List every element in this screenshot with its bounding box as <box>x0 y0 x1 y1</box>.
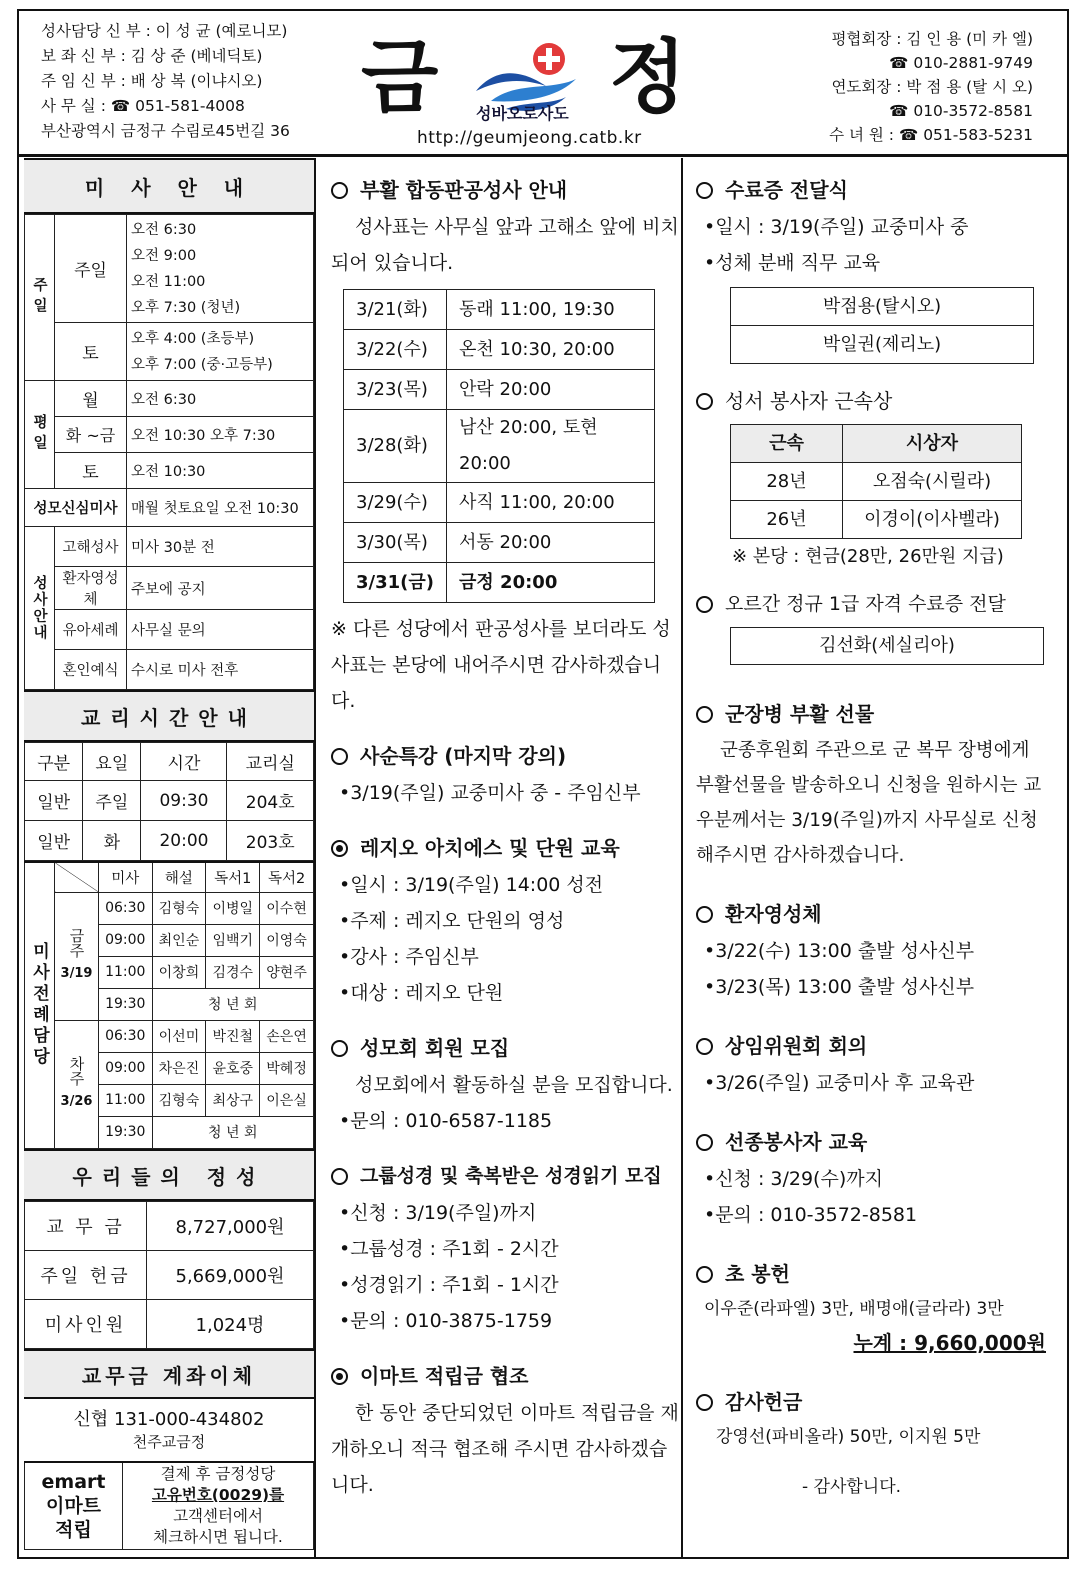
duty-person: 차은진 <box>152 1052 206 1084</box>
mass-time: 오전 6:30 <box>131 221 197 238</box>
schedule-date: 3/22(수) <box>344 330 447 370</box>
special-mass-label: 성모신심미사 <box>25 489 127 527</box>
catechism-header: 요일 <box>83 743 141 781</box>
bullet-circle-icon <box>696 393 713 410</box>
notice-desc: 한 동안 중단되었던 이마트 적립금을 재개하오니 적극 협조해 주시면 감사하겠습니다. <box>331 1402 679 1496</box>
duty-header: 해설 <box>152 862 206 892</box>
notice-title <box>696 895 1046 933</box>
catechism-cell: 09:30 <box>141 781 227 821</box>
notice-line: •주제 : 레지오 단원의 영성 <box>339 910 565 932</box>
duty-person: 박진철 <box>206 1020 260 1052</box>
notice-line: •성체 분배 직무 교육 <box>704 252 881 274</box>
notice-title <box>696 171 1046 209</box>
notice-line: •문의 : 010-6587-1185 <box>339 1110 553 1132</box>
sacrament-name: 환자영성체 <box>55 567 127 610</box>
account-title: 교무금 계좌이체 <box>24 1349 314 1399</box>
contact-line: 평협회장 : 김 인 용 (미 카 엘) <box>831 30 1033 48</box>
week-label: 금주 <box>67 928 86 958</box>
notice-title <box>696 695 1046 733</box>
account-number: 신협 131-000-434802 <box>73 1408 265 1430</box>
schedule-place: 온천 10:30, 20:00 <box>447 330 655 370</box>
week-date: 3/26 <box>60 1094 93 1109</box>
logo-text: 성바오로사도 <box>476 104 569 123</box>
duty-person: 임백기 <box>206 924 260 956</box>
contact-phone: ☎ 010-2881-9749 <box>889 54 1033 72</box>
candle-total: 누계 : 9,660,000원 <box>853 1331 1046 1355</box>
schedule-place: 동래 11:00, 19:30 <box>447 290 655 330</box>
duty-person: 이은실 <box>260 1084 314 1116</box>
duty-person: 박혜정 <box>260 1052 314 1084</box>
bulletin-page <box>17 9 1069 1559</box>
notice-title <box>696 382 1046 420</box>
mass-times <box>127 323 314 381</box>
duty-group: 청 년 회 <box>152 1116 313 1148</box>
notice-title-text: 환자영성체 <box>725 902 822 926</box>
bullet-filled-circle-icon <box>331 1368 348 1385</box>
mass-day: 토 <box>55 453 127 489</box>
notice-title <box>696 585 1046 623</box>
duty-time: 11:00 <box>99 956 153 988</box>
clergy-line: 보 좌 신 부 : 김 상 준 (베네딕토) <box>41 47 263 65</box>
sunday-label: 주일 <box>25 215 55 381</box>
cert-name: 박점용(탈시오) <box>731 288 1033 326</box>
sacrament-name: 혼인예식 <box>55 650 127 690</box>
contact-phone: ☎ 010-3572-8581 <box>889 102 1033 120</box>
cert-name: 박일권(제리노) <box>822 334 942 355</box>
mass-duty-table <box>24 861 314 1149</box>
award-years: 28년 <box>731 463 843 501</box>
bullet-circle-icon <box>696 182 713 199</box>
duty-person: 김형숙 <box>152 892 206 924</box>
bullet-circle-icon <box>696 1134 713 1151</box>
duty-person: 이병일 <box>206 892 260 924</box>
organ-name: 김선화(세실리아) <box>730 627 1044 665</box>
notice-title <box>696 1123 1046 1161</box>
emart-instructions <box>123 1462 314 1550</box>
duty-person: 김경수 <box>206 956 260 988</box>
notice-title <box>331 1157 679 1195</box>
notice-line: •일시 : 3/19(주일) 교중미사 중 <box>704 216 969 238</box>
duty-person: 윤호중 <box>206 1052 260 1084</box>
catechism-cell: 일반 <box>25 821 83 861</box>
notice-title-text: 성모회 회원 모집 <box>360 1036 510 1060</box>
notice-title-text: 초 봉헌 <box>725 1262 790 1286</box>
emart-table <box>24 1461 314 1551</box>
schedule-place: 사직 11:00, 20:00 <box>447 483 655 523</box>
notice-title <box>696 1255 1046 1293</box>
catechism-cell: 일반 <box>25 781 83 821</box>
notice-line: •대상 : 레지오 단원 <box>339 982 504 1004</box>
sacrament-name: 고해성사 <box>55 527 127 567</box>
mass-times <box>127 215 314 323</box>
duty-person: 김형숙 <box>152 1084 206 1116</box>
sacrament-value: 미사 30분 전 <box>127 527 314 567</box>
bullet-circle-icon <box>331 1168 348 1185</box>
account-holder: 천주교금정 <box>132 1432 206 1451</box>
mass-guide-title: 미 사 안 내 <box>24 158 314 214</box>
emart-label-line: 이마트 <box>45 1494 102 1517</box>
middle-column <box>331 171 679 1503</box>
mass-guide-table <box>24 214 314 690</box>
notice-title-text: 수료증 전달식 <box>725 178 848 202</box>
offering-value: 5,669,000원 <box>147 1250 314 1299</box>
offering-value: 1,024명 <box>147 1299 314 1348</box>
mass-day: 토 <box>55 323 127 381</box>
schedule-place: 안락 20:00 <box>447 370 655 410</box>
duty-person: 손은연 <box>260 1020 314 1052</box>
catechism-cell: 화 <box>83 821 141 861</box>
duty-time: 19:30 <box>99 1116 153 1148</box>
emart-line: 체크하시면 됩니다. <box>153 1527 283 1546</box>
bullet-circle-icon <box>696 1394 713 1411</box>
duty-person: 최인순 <box>152 924 206 956</box>
notice-line: •신청 : 3/19(주일)까지 <box>339 1202 537 1224</box>
notice-line: •문의 : 010-3572-8581 <box>704 1204 918 1226</box>
mass-duty-label: 미사전례담당 <box>25 862 55 1148</box>
notice-title-text: 사순특강 (마지막 강의) <box>360 744 567 768</box>
bullet-circle-icon <box>331 182 348 199</box>
duty-time: 06:30 <box>99 1020 153 1052</box>
emart-line: 고유번호(0029)를 <box>151 1485 285 1504</box>
contact-line: 연도회장 : 박 점 용 (탈 시 오) <box>831 78 1033 96</box>
bullet-circle-icon <box>696 906 713 923</box>
week-cell <box>55 892 99 1020</box>
week-date: 3/19 <box>60 966 93 981</box>
notice-line: •강사 : 주임신부 <box>339 946 479 968</box>
notice-title <box>331 171 679 209</box>
schedule-date: 3/30(목) <box>344 523 447 563</box>
duty-person: 이영숙 <box>260 924 314 956</box>
duty-header: 독서1 <box>206 862 260 892</box>
notice-title <box>331 1029 679 1067</box>
mass-time: 오전 9:00 <box>131 247 197 264</box>
notice-line: •일시 : 3/19(주일) 14:00 성전 <box>339 874 604 896</box>
award-years: 26년 <box>731 501 843 539</box>
emart-label-line: emart <box>41 1470 106 1493</box>
duty-person: 이창희 <box>152 956 206 988</box>
office-phone: 사 무 실 : ☎ 051-581-4008 <box>41 97 245 115</box>
offering-label: 주일 헌금 <box>25 1250 147 1299</box>
duty-group: 청 년 회 <box>152 988 313 1020</box>
offering-label: 교 무 금 <box>25 1201 147 1250</box>
mass-time: 오후 4:00 (초등부) <box>131 330 255 347</box>
notice-line: •3/23(목) 13:00 출발 성사신부 <box>704 976 975 998</box>
schedule-date: 3/31(금) <box>344 563 447 603</box>
mass-time: 오전 6:30 <box>127 381 314 417</box>
notice-desc: 군종후원회 주관으로 군 복무 장병에게 부활선물을 발송하오니 신청을 원하시는 교우분께서는 3/19(주일)까지 사무실로 신청 해주시면 감사하겠습니다. <box>696 740 1042 866</box>
notice-title-text: 군장병 부활 선물 <box>725 702 875 726</box>
sacrament-value: 수시로 미사 전후 <box>127 650 314 690</box>
clergy-line: 성사담당 신 부 : 이 성 균 (예로니모) <box>41 22 288 40</box>
bullet-circle-icon <box>696 1266 713 1283</box>
duty-time: 09:00 <box>99 1052 153 1084</box>
catechism-header: 교리실 <box>227 743 314 781</box>
notice-line: •성경읽기 : 주1회 - 1시간 <box>339 1274 559 1296</box>
address: 부산광역시 금정구 수림로45번길 36 <box>41 122 290 140</box>
duty-person: 양현주 <box>260 956 314 988</box>
title-left-char: 금 <box>361 31 439 124</box>
mass-day: 월 <box>55 381 127 417</box>
notice-title-text: 오르간 정규 1급 자격 수료증 전달 <box>725 593 1006 615</box>
notice-line: •3/19(주일) 교중미사 중 - 주임신부 <box>339 782 641 804</box>
catechism-cell: 203호 <box>227 821 314 861</box>
notice-title-text: 상임위원회 회의 <box>725 1034 868 1058</box>
notice-desc: 성사표는 사무실 앞과 고해소 앞에 비치되어 있습니다. <box>331 216 679 274</box>
catechism-cell: 204호 <box>227 781 314 821</box>
emart-line: 고객센터에서 <box>173 1506 263 1525</box>
header <box>19 11 1067 157</box>
duty-time: 06:30 <box>99 892 153 924</box>
penance-schedule-table <box>343 289 655 603</box>
bullet-filled-circle-icon <box>331 840 348 857</box>
notice-title-text: 부활 합동판공성사 안내 <box>360 178 568 202</box>
catechism-header: 시간 <box>141 743 227 781</box>
offerings-title: 우리들의 정성 <box>24 1149 314 1201</box>
mass-day: 주일 <box>55 215 127 323</box>
bullet-circle-icon <box>331 1040 348 1057</box>
duty-time: 09:00 <box>99 924 153 956</box>
award-header: 근속 <box>731 425 843 463</box>
weekday-label: 평일 <box>25 381 55 489</box>
header-left-info <box>41 19 290 144</box>
duty-header: 독서2 <box>260 862 314 892</box>
notice-title-text: 선종봉사자 교육 <box>725 1130 868 1154</box>
notice-title-text: 감사헌금 <box>725 1390 803 1414</box>
offering-value: 8,727,000원 <box>147 1201 314 1250</box>
notice-title-text: 성서 봉사자 근속상 <box>725 389 893 413</box>
duty-time: 11:00 <box>99 1084 153 1116</box>
notice-desc: 성모회에서 활동하실 분을 모집합니다. <box>355 1074 673 1096</box>
contact-line: 수 녀 원 : ☎ 051-583-5231 <box>829 126 1033 144</box>
mass-time: 오전 11:00 <box>131 273 206 290</box>
diagonal-cell <box>55 862 99 892</box>
offering-label: 미사인원 <box>25 1299 147 1348</box>
bullet-circle-icon <box>696 706 713 723</box>
catechism-cell: 주일 <box>83 781 141 821</box>
award-person: 이경이(이사벨라) <box>843 501 1022 539</box>
week-label: 차주 <box>67 1056 86 1086</box>
mass-day: 화 ~금 <box>55 417 127 453</box>
bullet-circle-icon <box>696 1038 713 1055</box>
header-right-info <box>829 27 1033 147</box>
notice-title <box>696 1027 1046 1065</box>
duty-person: 이선미 <box>152 1020 206 1052</box>
clergy-line: 주 임 신 부 : 배 상 복 (이냐시오) <box>41 72 263 90</box>
notice-line: •3/26(주일) 교중미사 후 교육관 <box>704 1072 975 1094</box>
notice-line: 이우준(라파엘) 3만, 배명애(글라라) 3만 <box>704 1299 1004 1319</box>
notice-title-text: 레지오 아치에스 및 단원 교육 <box>360 836 620 860</box>
special-mass-value: 매월 첫토요일 오전 10:30 <box>127 489 314 527</box>
closing-text: - 감사합니다. <box>802 1477 902 1497</box>
column-divider <box>314 158 316 1558</box>
emart-label <box>25 1462 123 1550</box>
notice-title <box>331 737 679 775</box>
mass-time: 오후 7:00 (중·고등부) <box>131 356 273 373</box>
award-person: 오점숙(시릴라) <box>843 463 1022 501</box>
sacrament-name: 유아세례 <box>55 610 127 650</box>
notice-title-text: 이마트 적립금 협조 <box>360 1364 529 1388</box>
week-cell <box>55 1020 99 1148</box>
schedule-place: 서동 20:00 <box>447 523 655 563</box>
duty-person: 이수현 <box>260 892 314 924</box>
catechism-header: 구분 <box>25 743 83 781</box>
notice-title <box>331 1357 679 1395</box>
duty-person: 최상구 <box>206 1084 260 1116</box>
catechism-table <box>24 742 314 861</box>
notice-note: ※ 다른 성당에서 판공성사를 보더라도 성사표는 본당에 내어주시면 감사하겠습니다. <box>331 618 671 712</box>
website-url[interactable]: http://geumjeong.catb.kr <box>417 128 642 148</box>
schedule-date: 3/28(화) <box>344 410 447 483</box>
service-award-table <box>730 424 1022 539</box>
schedule-date: 3/23(목) <box>344 370 447 410</box>
column-divider <box>681 158 683 1558</box>
notice-line: •신청 : 3/29(수)까지 <box>704 1168 883 1190</box>
duty-time: 19:30 <box>99 988 153 1020</box>
notice-title <box>331 829 679 867</box>
catechism-title: 교리시간안내 <box>24 690 314 742</box>
sacrament-value: 주보에 공지 <box>127 567 314 610</box>
sacrament-value: 사무실 문의 <box>127 610 314 650</box>
notice-title <box>696 1383 1046 1421</box>
award-header: 시상자 <box>843 425 1022 463</box>
bullet-circle-icon <box>331 748 348 765</box>
notice-title-text: 그룹성경 및 축복받은 성경읽기 모집 <box>360 1165 662 1187</box>
notice-line: •3/22(수) 13:00 출발 성사신부 <box>704 940 975 962</box>
catechism-cell: 20:00 <box>141 821 227 861</box>
mass-time: 오전 10:30 오후 7:30 <box>127 417 314 453</box>
right-column <box>696 171 1046 1503</box>
schedule-date: 3/21(화) <box>344 290 447 330</box>
schedule-date: 3/29(수) <box>344 483 447 523</box>
schedule-place: 남산 20:00, 토현 20:00 <box>447 410 655 483</box>
mass-time: 오전 10:30 <box>127 453 314 489</box>
mass-time: 오후 7:30 (청년) <box>131 299 241 316</box>
duty-header: 미사 <box>99 862 153 892</box>
sacrament-label: 성사안내 <box>25 527 55 690</box>
notice-line: 강영선(파비올라) 50만, 이지원 5만 <box>716 1427 981 1447</box>
notice-line: •그룹성경 : 주1회 - 2시간 <box>339 1238 559 1260</box>
notice-line: •문의 : 010-3875-1759 <box>339 1310 553 1332</box>
cert-names-box <box>730 287 1034 364</box>
emart-label-line: 적립 <box>55 1518 92 1541</box>
emart-line: 결제 후 금정성당 <box>160 1464 276 1483</box>
left-column <box>24 158 314 1550</box>
account-info <box>24 1399 314 1461</box>
offerings-table <box>24 1201 314 1349</box>
title-right-char: 정 <box>609 31 687 124</box>
notice-note: ※ 본당 : 현금(28만, 26만원 지급) <box>732 546 1004 567</box>
bullet-circle-icon <box>696 596 713 613</box>
schedule-place: 금정 20:00 <box>447 563 655 603</box>
